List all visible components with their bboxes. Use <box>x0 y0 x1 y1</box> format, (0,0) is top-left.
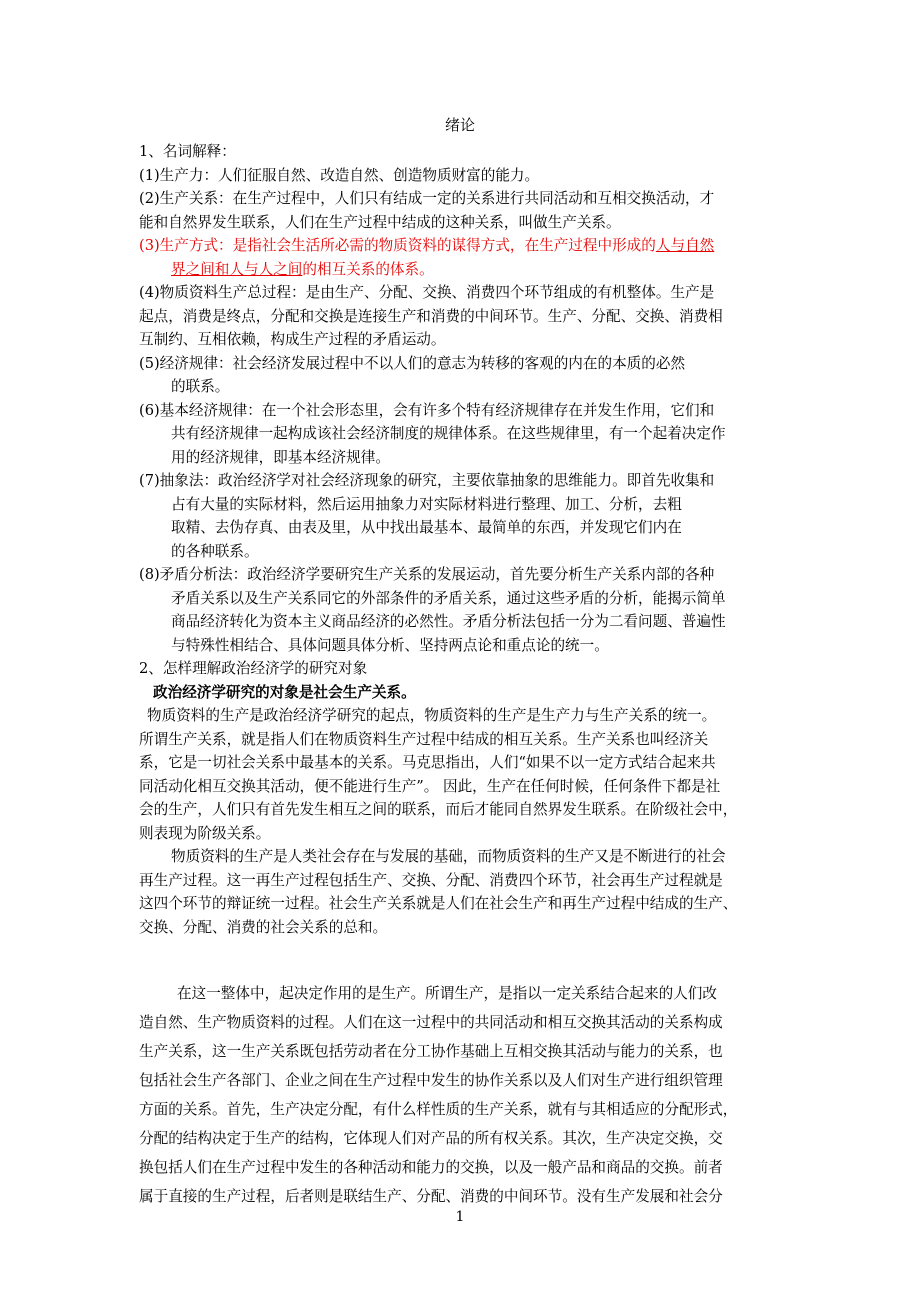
term-2-line2: 能和自然界发生联系，人们在生产过程中结成的这种关系，叫做生产关系。 <box>139 213 621 231</box>
page-number: 1 <box>455 1209 465 1225</box>
term-4-line2: 起点，消费是终点，分配和交换是连接生产和消费的中间环节。生产、分配、交换、消费相 <box>139 307 723 325</box>
term-3-text-b: 的相互关系的体系。 <box>302 260 434 278</box>
para1-line6: 则表现为阶级关系。 <box>139 824 271 842</box>
term-3-text-underlined-a: 人与自然 <box>655 237 715 254</box>
term-3-text-a: (3)生产方式：是指社会生活所必需的物质资料的谋得方式，在生产过程中形成的 <box>139 237 656 254</box>
term-8-line4: 与特殊性相结合、具体问题具体分析、坚持两点论和重点论的统一。 <box>171 636 609 654</box>
term-6-line1: (6)基本经济规律：在一个社会形态里，会有许多个特有经济规律存在并发生作用，它们和 <box>139 401 715 419</box>
para3-line2: 造自然、生产物质资料的过程。人们在这一过程中的共同活动和相互交换其活动的关系构成 <box>139 1014 723 1031</box>
term-8-line1: (8)矛盾分析法：政治经济学要研究生产关系的发展运动，首先要分析生产关系内部的各种 <box>139 566 715 583</box>
term-4-line1: (4)物质资料生产总过程：是由生产、分配、交换、消费四个环节组成的有机整体。生产是 <box>139 284 715 301</box>
para3-line3: 生产关系，这一生产关系既包括劳动者在分工协作基础上互相交换其活动与能力的关系，也 <box>139 1043 723 1060</box>
term-6-line3: 用的经济规律，即基本经济规律。 <box>171 448 390 466</box>
term-3-text-underlined-b: 界之间和人与人之间 <box>171 260 303 278</box>
section2-bold-statement: 政治经济学研究的对象是社会生产关系。 <box>153 683 416 701</box>
para3-line5: 方面的关系。首先，生产决定分配，有什么样性质的生产关系，就有与其相适应的分配形式， <box>139 1101 738 1118</box>
para3-line1: 在这一整体中，起决定作用的是生产。所谓生产，是指以一定关系结合起来的人们改 <box>177 985 717 1002</box>
para2-line3: 这四个环节的辩证统一过程。社会生产关系就是人们在社会生产和再生产过程中结成的生产、 <box>139 895 738 912</box>
term-3-line1 <box>139 234 784 258</box>
para1-line2: 所谓生产关系，就是指人们在物质资料生产过程中结成的相互关系。生产关系也叫经济关 <box>139 730 709 748</box>
term-6-line2: 共有经济规律一起构成该社会经济制度的规律体系。在这些规律里，有一个起着决定作 <box>171 425 726 442</box>
para3-line8: 属于直接的生产过程，后者则是联结生产、分配、消费的中间环节。没有生产发展和社会分 <box>139 1188 723 1205</box>
term-1: (1)生产力：人们征服自然、改造自然、创造物质财富的能力。 <box>139 166 540 184</box>
term-7-line1: (7)抽象法：政治经济学对社会经济现象的研究，主要依靠抽象的思维能力。即首先收集和 <box>139 472 715 489</box>
term-5-line1: (5)经济规律：社会经济发展过程中不以人们的意志为转移的客观的内在的本质的必然 <box>139 354 686 372</box>
para3-section <box>139 979 784 1211</box>
term-7-line3: 取精、去伪存真、由表及里，从中找出最基本、最简单的东西，并发现它们内在 <box>171 519 682 536</box>
term-8-line3: 商品经济转化为资本主义商品经济的必然性。矛盾分析法包括一分为二看问题、普遍性 <box>171 613 726 630</box>
para1-line1: 物质资料的生产是政治经济学研究的起点，物质资料的生产是生产力与生产关系的统一。 <box>147 707 717 724</box>
page-title: 绪论 <box>444 116 475 134</box>
term-7-line2: 占有大量的实际材料，然后运用抽象力对实际材料进行整理、加工、分析，去粗 <box>171 495 682 513</box>
para2-line1: 物质资料的生产是人类社会存在与发展的基础，而物质资料的生产又是不断进行的社会 <box>171 848 726 865</box>
term-2-line1: (2)生产关系：在生产过程中，人们只有结成一定的关系进行共同活动和互相交换活动，才 <box>139 190 715 207</box>
para3-line6: 分配的结构决定于生产的结构，它体现人们对产品的所有权关系。其次，生产决定交换，交 <box>139 1130 723 1147</box>
para2-line4: 交换、分配、消费的社会关系的总和。 <box>139 918 388 936</box>
para1-line4: 同活动化相互交换其活动，便不能进行生产”。 因此，生产在任何时候，任何条件下都是社 <box>139 777 721 795</box>
para1-line5: 会的生产，人们只有首先发生相互之间的联系，而后才能同自然界发生联系。在阶级社会中， <box>139 801 738 818</box>
section2-heading: 2、怎样理解政治经济学的研究对象 <box>139 660 368 677</box>
term-4-line3: 互制约、互相依赖，构成生产过程的矛盾运动。 <box>139 331 446 348</box>
section1-heading: 1、名词解释： <box>139 143 236 160</box>
term-5-line2: 的联系。 <box>171 378 230 395</box>
para2-line2: 再生产过程。这一再生产过程包括生产、交换、分配、消费四个环节，社会再生产过程就是 <box>139 871 723 889</box>
para3-line7: 换包括人们在生产过程中发生的各种活动和能力的交换，以及一般产品和商品的交换。前者 <box>139 1159 723 1176</box>
terms-section <box>139 140 784 939</box>
para1-line3: 系，它是一切社会关系中最基本的关系。马克思指出，人们“如果不以一定方式结合起来共 <box>139 754 716 771</box>
term-8-line2: 矛盾关系以及生产关系同它的外部条件的矛盾关系，通过这些矛盾的分析，能揭示简单 <box>171 589 726 607</box>
para3-line4: 包括社会生产各部门、企业之间在生产过程中发生的协作关系以及人们对生产进行组织管理 <box>139 1072 723 1089</box>
term-3-line2 <box>139 258 784 282</box>
term-7-line4: 的各种联系。 <box>171 542 259 560</box>
